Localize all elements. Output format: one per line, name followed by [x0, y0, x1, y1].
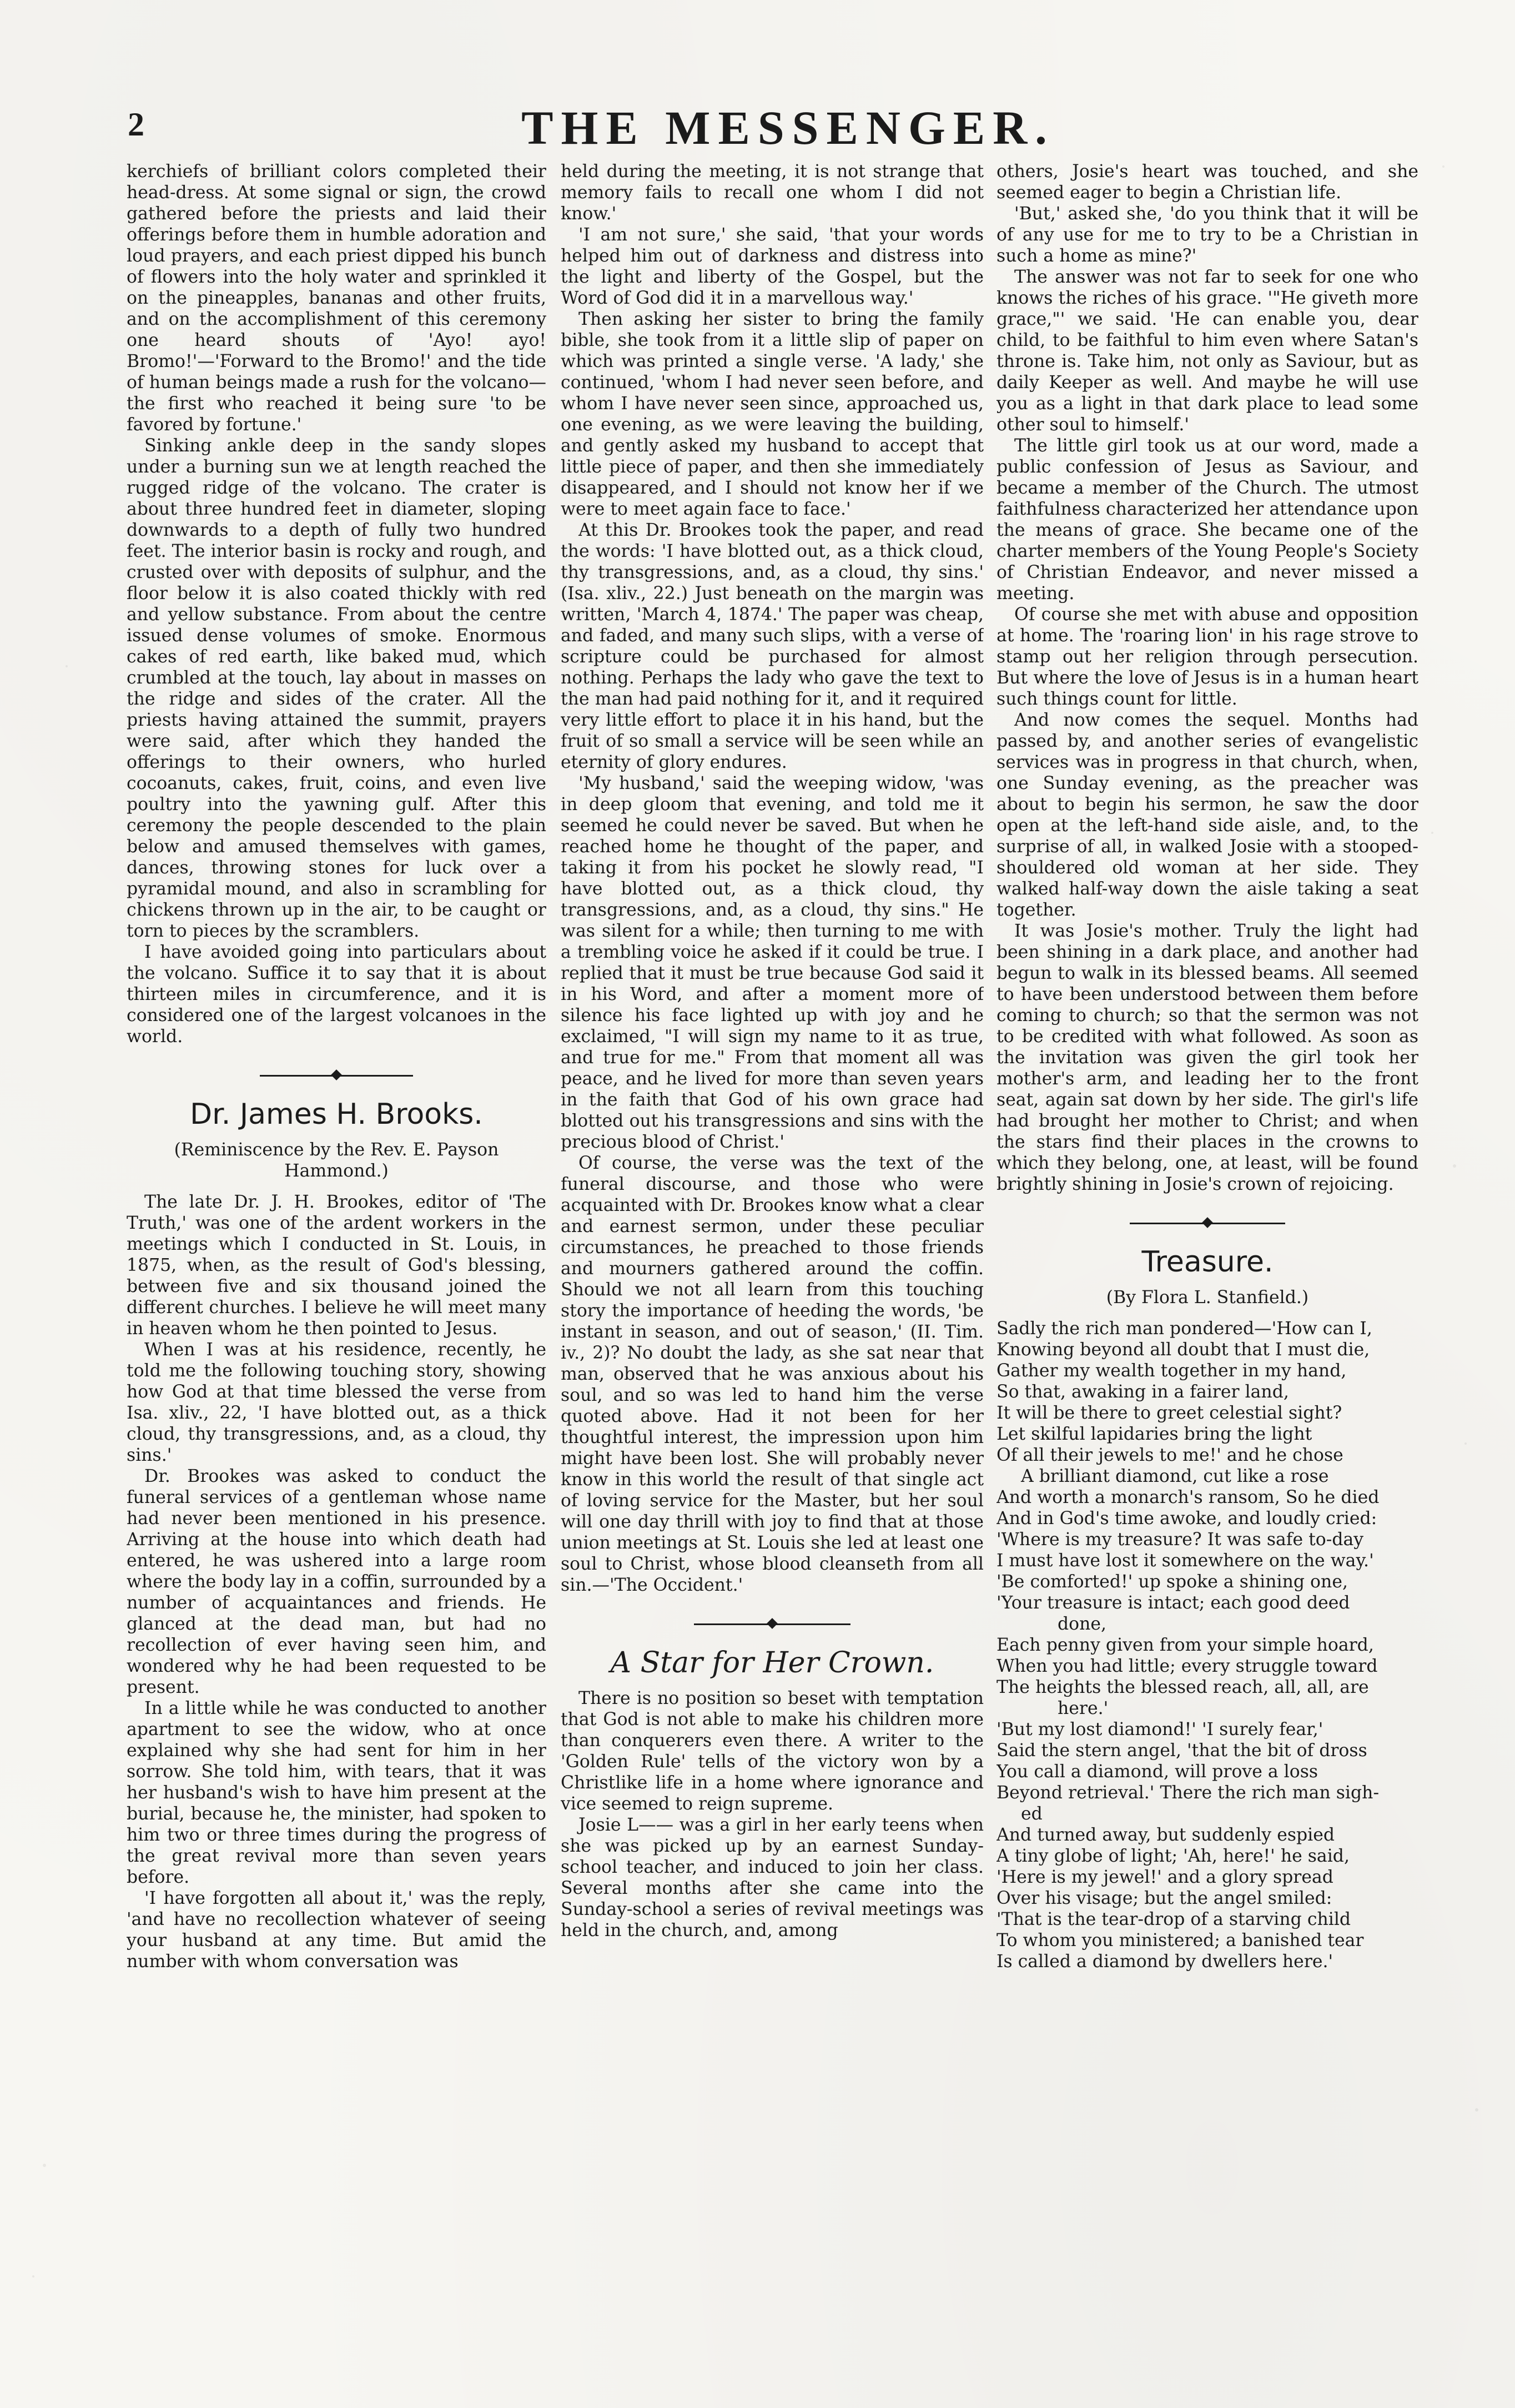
poem-line: And turned away, but suddenly espied [996, 1825, 1335, 1845]
paragraph: 'But,' asked she, 'do you think that it will be of any use for me to try to be a Christian in such a home as mine?' [996, 204, 1418, 266]
section-divider [561, 1610, 984, 1638]
poem-line: I must have lost it somewhere on the way.' [996, 1551, 1374, 1571]
paragraph: 'I am not sure,' she said, 'that your words helped him out of darkness and distress into the light and liberty of the Gospel, but the Word of God did it in a marvellous way.' [561, 225, 984, 308]
poem-line: When you had little; every struggle toward [996, 1656, 1378, 1676]
poem-title-treasure: Treasure. [1141, 1245, 1274, 1279]
poem-line: 'Be comforted!' up spoke a shining one, [996, 1572, 1348, 1592]
poem-line: 'Where is my treasure? It was safe to-day [996, 1530, 1364, 1550]
poem-line: here.' [1058, 1698, 1109, 1718]
poem-line: done, [1058, 1614, 1107, 1634]
poem-line: Let skilful lapidaries bring the light [996, 1424, 1312, 1444]
column-3 [996, 161, 1418, 2349]
poem [996, 1318, 1418, 1972]
poem-line: Said the stern angel, 'that the bit of dross [996, 1741, 1367, 1761]
paragraph: The answer was not far to seek for one who knows the riches of his grace. '"He giveth more grace,"' we said. 'He can enable you, dear child, to be faithful to him even where Satan's throne is. Take him, not only as Saviour, but as daily Keeper as well. And maybe he will use you as a light in that dark place to lead some other soul to himself.' [996, 267, 1418, 435]
paragraph: Of course she met with abuse and opposition at home. The 'roaring lion' in his rage strove to stamp out her religion through persecution. But where the love of Jesus is in a human heart such things count for little. [996, 605, 1418, 709]
paragraph: Then asking her sister to bring the family bible, she took from it a little slip of paper on which was printed a single verse. 'A lady,' she continued, 'whom I had never seen before, and whom I have never seen since, approached us, one evening, as we were leaving the building, and gently asked my husband to accept that little piece of paper, and then she immediately disappeared, and I should not know her if we were to meet again face to face.' [561, 309, 984, 519]
column-2 [561, 161, 984, 2349]
column-1 [127, 161, 546, 2349]
paragraph: Josie L—— was a girl in her early teens when she was picked up by an earnest Sunday-school teacher, and induced to join her class. Several months after she came into the Sunday-school a series of revival meetings was held in the church, and, among [561, 1815, 984, 1941]
paragraph: And now comes the sequel. Months had passed by, and another series of evangelistic services was in progress in that church, when, one Sunday evening, as the preacher was about to begin his sermon, he saw the door open at the left-hand side aisle, and, to the surprise of all, in walked Josie with a stooped-shouldered old woman at her side. They walked half-way down the aisle taking a seat together. [996, 710, 1418, 920]
paragraph: When I was at his residence, recently, he told me the following touching story, showing how God at that time blessed the verse from Isa. xliv., 22, 'I have blotted out, as a thick cloud, thy transgressions, and, as a cloud, thy sins.' [127, 1340, 546, 1465]
poem-line: Beyond retrieval.' There the rich man sigh- [996, 1783, 1380, 1803]
paragraph: In a little while he was conducted to another apartment to see the widow, who at once explained why she had sent for him in her sorrow. She told him, with tears, that it was her husband's wish to have him present at the burial, because he, the minister, had spoken to him two or three times during the progress of the great revival more than seven years before. [127, 1698, 546, 1887]
paragraph: I have avoided going into particulars about the volcano. Suffice it to say that it is about thirteen miles in circumference, and it is considered one of the largest volcanoes in the world. [127, 942, 546, 1047]
newspaper-title: THE MESSENGER. [521, 101, 1055, 154]
poem-line: 'Your treasure is intact; each good deed [996, 1593, 1350, 1613]
paragraph: There is no position so beset with temptation that God is not able to make his children more than conquerers even there. A writer to the 'Golden Rule' tells of the victory won by a Christlike life in a home where ignorance and vice seemed to reign supreme. [561, 1688, 984, 1814]
section-divider [127, 1062, 546, 1089]
paragraph: The late Dr. J. H. Brookes, editor of 'The Truth,' was one of the ardent workers in the meetings which I conducted in St. Louis, in 1875, when, as the result of God's blessing, between five and six thousand joined the different churches. I believe he will meet many in heaven whom he then pointed to Jesus. [127, 1192, 546, 1339]
paragraph: Sinking ankle deep in the sandy slopes under a burning sun we at length reached the rugged ridge of the volcano. The crater is about three hundred feet in diameter, sloping downwards to a depth of fully two hundred feet. The interior basin is rocky and rough, and crusted over with deposits of sulphur, and the floor below it is also coated thickly with red and yellow substance. From about the centre issued dense volumes of smoke. Enormous cakes of red earth, like baked mud, which crumbled at the touch, lay about in masses on the ridge and sides of the crater. All the priests having attained the summit, prayers were said, after which they handed the offerings to their owners, who hurled cocoanuts, cakes, fruit, coins, and even live poultry into the yawning gulf. After this ceremony the people descended to the plain below and amused themselves with games, dances, throwing stones for luck over a pyramidal mound, and also in scrambling for chickens thrown up in the air, to be caught or torn to pieces by the scramblers. [127, 436, 546, 941]
paragraph: others, Josie's heart was touched, and she seemed eager to begin a Christian life. [996, 162, 1418, 203]
paragraph: held during the meeting, it is not strange that memory fails to recall one whom I did not know.' [561, 162, 984, 224]
poem-line: 'Here is my jewel!' and a glory spread [996, 1867, 1333, 1887]
masthead [128, 100, 1448, 161]
poem-line: And in God's time awoke, and loudly cried: [996, 1509, 1377, 1529]
poem-line: Over his visage; but the angel smiled: [996, 1888, 1332, 1908]
article-byline: (Reminiscence by the Rev. E. Payson Hammond.) [174, 1140, 499, 1181]
poem-line: 'That is the tear-drop of a starving child [996, 1909, 1351, 1929]
paragraph: 'I have forgotten all about it,' was the reply, 'and have no recollection whatever of seeing your husband at any time. But amid the number with whom conversation was [127, 1888, 546, 1972]
poem-line: Is called a diamond by dwellers here.' [996, 1952, 1333, 1972]
paragraph: Of course, the verse was the text of the funeral discourse, and those who were acquainted with Dr. Brookes know what a clear and earnest sermon, under these peculiar circumstances, he preached to those friends and mourners gathered around the coffin. Should we not all learn from this touching story the importance of heeding the words, 'be instant in season, and out of season,' (II. Tim. iv., 2)? No doubt the lady, as she sat near that man, observed that he was anxious about his soul, and so was led to hand him the verse quoted above. Had it not been for her thoughtful interest, the impression upon him might have been lost. She will probably never know in this world the result of that single act of loving service for the Master, but her soul will one day thrill with joy to find that at those union meetings at St. Louis she led at least one soul to Christ, whose blood cleanseth from all sin.—'The Occident.' [561, 1153, 984, 1595]
poem-byline: (By Flora L. Stanfield.) [1106, 1288, 1309, 1308]
paragraph: kerchiefs of brilliant colors completed their head-dress. At some signal or sign, the crowd gathered before the priests and laid their offerings before them in humble adoration and loud prayers, and each priest dipped his bunch of flowers into the holy water and sprinkled it on the pineapples, bananas and other fruits, and on the accomplishment of this ceremony one heard shouts of 'Ayo! ayo! Bromo!'—'Forward to the Bromo!' and the tide of human beings made a rush for the volcano—the first who reached it being sure 'to be favored by fortune.' [127, 162, 546, 435]
article-title-brooks: Dr. James H. Brooks. [190, 1098, 483, 1131]
paragraph: The little girl took us at our word, made a public confession of Jesus as Saviour, and became a member of the Church. The utmost faithfulness characterized her attendance upon the means of grace. She became one of the charter members of the Young People's Society of Christian Endeavor, and never missed a meeting. [996, 436, 1418, 604]
poem-line: A tiny globe of light; 'Ah, here!' he said, [996, 1846, 1350, 1866]
paragraph: 'My husband,' said the weeping widow, 'was in deep gloom that evening, and told me it seemed he could never be saved. But when he reached home he thought of the paper, and taking it from his pocket he slowly read, "I have blotted out, as a thick cloud, thy transgressions, and, as a cloud, thy sins." He was silent for a while; then turning to me with a trembling voice he asked if it could be true. I replied that it must be true because God said it in his Word, and after a moment more of silence his face lighted up with joy and he exclaimed, "I will sign my name to it as true, and true for me." From that moment all was peace, and he lived for more than seven years in the faith that God of his own grace had blotted out his transgressions and sins with the precious blood of Christ.' [561, 773, 984, 1152]
page-number: 2 [128, 106, 144, 143]
paragraph: Dr. Brookes was asked to conduct the funeral services of a gentleman whose name had never been mentioned in his presence. Arriving at the house into which death had entered, he was ushered into a large room where the body lay in a coffin, surrounded by a number of acquaintances and friends. He glanced at the dead man, but had no recollection of ever having seen him, and wondered why he had been requested to be present. [127, 1466, 546, 1697]
section-divider [996, 1209, 1418, 1237]
poem-line: It will be there to greet celestial sight? [996, 1403, 1342, 1423]
poem-line: So that, awaking in a fairer land, [996, 1382, 1289, 1402]
poem-line: The heights the blessed reach, all, all, are [996, 1677, 1369, 1697]
poem-line: Of all their jewels to me!' and he chose [996, 1445, 1343, 1465]
poem-line: And worth a monarch's ransom, So he died [996, 1487, 1380, 1507]
poem-line: You call a diamond, will prove a loss [996, 1762, 1318, 1782]
poem-line: Each penny given from your simple hoard, [996, 1635, 1374, 1655]
poem-line: Gather my wealth together in my hand, [996, 1361, 1347, 1381]
paragraph: It was Josie's mother. Truly the light had been shining in a dark place, and another had begun to walk in its blessed beams. All seemed to have been understood between them before coming to church; so that the sermon was not to be credited with what followed. As soon as the invitation was given the girl took her mother's arm, and leading her to the front seat, again sat down by her side. The girl's life had brought her mother to Christ; and when the stars find their places in the crowns to which they belong, one, at least, will be found brightly shining in Josie's crown of rejoicing. [996, 921, 1418, 1194]
poem-line: Sadly the rich man pondered—'How can I, [996, 1319, 1372, 1339]
poem-line: 'But my lost diamond!' 'I surely fear,' [996, 1720, 1323, 1740]
paragraph: At this Dr. Brookes took the paper, and read the words: 'I have blotted out, as a thick cloud, thy transgressions, and, as a cloud, thy sins.' (Isa. xliv., 22.) Just beneath on the margin was written, 'March 4, 1874.' The paper was cheap, and faded, and many such slips, with a verse of scripture could be purchased for almost nothing. Perhaps the lady who gave the text to the man had paid nothing for it, and it required very little effort to place it in his hand, but the fruit of so small a service will be seen while an eternity of glory endures. [561, 520, 984, 772]
poem-line: To whom you ministered; a banished tear [996, 1931, 1364, 1950]
poem-line: Knowing beyond all doubt that I must die, [996, 1340, 1370, 1360]
poem-line: A brilliant diamond, cut like a rose [1021, 1466, 1329, 1486]
article-title-star: A Star for Her Crown. [610, 1646, 934, 1680]
poem-line: ed [1021, 1804, 1043, 1824]
